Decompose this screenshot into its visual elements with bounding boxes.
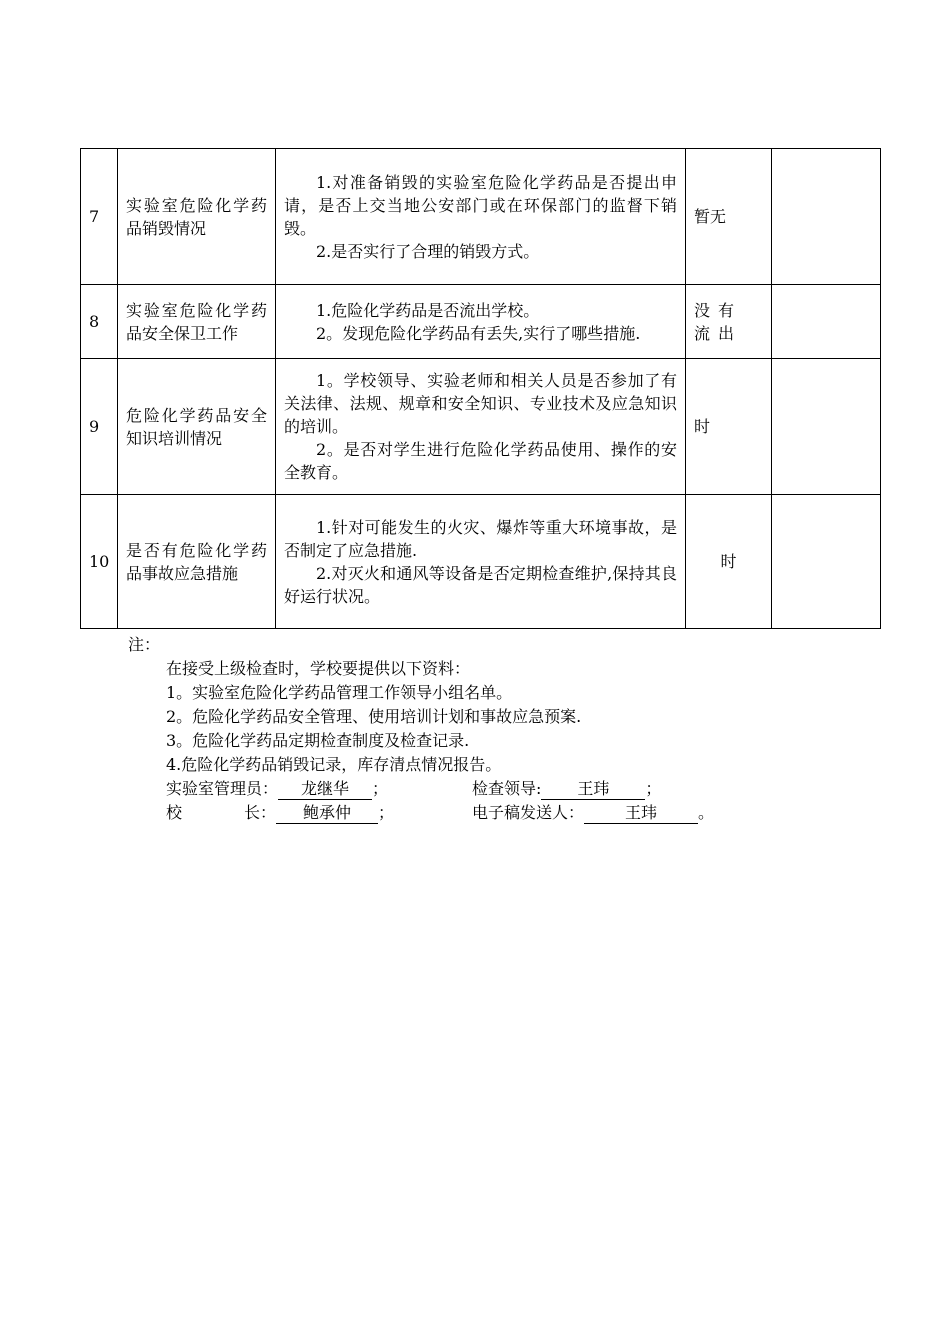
row-number: 10: [81, 495, 118, 629]
notes-heading: 注：: [128, 635, 161, 654]
remarks-cell: [772, 495, 881, 629]
end-mark: 。: [698, 803, 715, 822]
table-row: [81, 359, 881, 495]
principal-label-1: 校: [166, 803, 183, 822]
check-item: 实验室危险化学药品安全保卫工作: [118, 285, 276, 359]
content-point: 2.是否实行了合理的销毁方式。: [316, 241, 540, 261]
principal-name: 鲍承仲: [276, 803, 378, 824]
separator: ；: [645, 779, 662, 798]
check-result: 时: [686, 495, 772, 629]
lab-manager-signature: [166, 777, 388, 801]
content-point: 2.对灭火和通风等设备是否定期检查维护,保持其良好运行状况。: [284, 563, 677, 606]
check-content: [276, 359, 686, 495]
notes-intro: 在接受上级检查时，学校要提供以下资料：: [166, 659, 471, 678]
table-row: [81, 495, 881, 629]
notes-item: 2。危险化学药品安全管理、使用培训计划和事故应急预案.: [166, 707, 582, 726]
lab-manager-label: 实验室管理员：: [166, 779, 279, 798]
remarks-cell: [772, 359, 881, 495]
table-row: [81, 149, 881, 285]
check-item: 是否有危险化学药品事故应急措施: [118, 495, 276, 629]
inspection-table: [80, 148, 881, 629]
check-content: [276, 285, 686, 359]
notes-item: 4.危险化学药品销毁记录，库存清点情况报告。: [166, 755, 502, 774]
row-number: 9: [81, 359, 118, 495]
check-result: 没有流出: [686, 285, 772, 359]
table-row: [81, 285, 881, 359]
notes-item: 3。危险化学药品定期检查制度及检查记录.: [166, 731, 470, 750]
inspector-signature: [472, 777, 661, 801]
content-point: 2。发现危险化学药品有丢失,实行了哪些措施.: [316, 323, 641, 343]
principal-label-2: 长：: [244, 803, 277, 822]
content-point: 1.危险化学药品是否流出学校。: [316, 300, 540, 320]
check-content: [276, 495, 686, 629]
inspector-name: 王玮: [541, 779, 645, 800]
check-result: 时: [686, 359, 772, 495]
principal-signature: [166, 801, 394, 825]
remarks-cell: [772, 285, 881, 359]
separator: ；: [378, 803, 395, 822]
content-point: 1.针对可能发生的火灾、爆炸等重大环境事故，是否制定了应急措施.: [284, 517, 677, 560]
sender-label: 电子稿发送人：: [472, 803, 585, 822]
separator: ；: [372, 779, 389, 798]
remarks-cell: [772, 149, 881, 285]
sender-name: 王玮: [584, 803, 698, 824]
check-item: 危险化学药品安全知识培训情况: [118, 359, 276, 495]
notes-item: 1。实验室危险化学药品管理工作领导小组名单。: [166, 683, 513, 702]
row-number: 8: [81, 285, 118, 359]
sender-signature: [472, 801, 714, 825]
content-point: 1.对准备销毁的实验室危险化学药品是否提出申请，是否上交当地公安部门或在环保部门的监督下销毁。: [284, 172, 677, 238]
check-item: 实验室危险化学药品销毁情况: [118, 149, 276, 285]
content-point: 1。学校领导、实验老师和相关人员是否参加了有关法律、法规、规章和安全知识、专业技术及应急知识的培训。: [284, 371, 677, 436]
row-number: 7: [81, 149, 118, 285]
inspector-label: 检查领导:: [472, 779, 542, 798]
check-content: [276, 149, 686, 285]
lab-manager-name: 龙继华: [278, 779, 372, 800]
check-result: 暂无: [686, 149, 772, 285]
content-point: 2。是否对学生进行危险化学药品使用、操作的安全教育。: [284, 440, 677, 482]
